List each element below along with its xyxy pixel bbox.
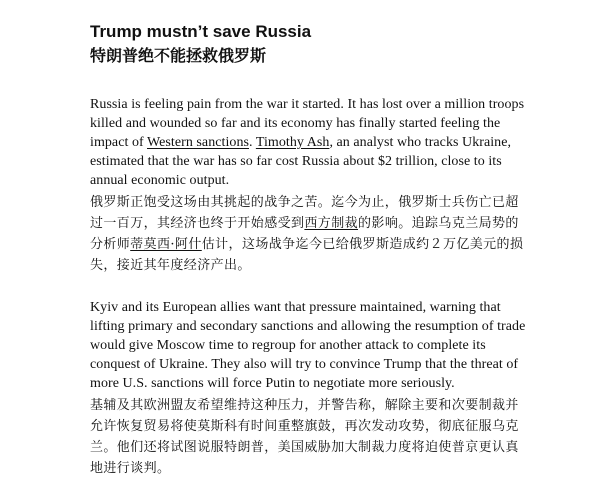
paragraph-2-en: Kyiv and its European allies want that pressure maintained, warning that lifting primary and secondary sanctions and allowing the resumption of trade would give Moscow time to regroup for another attack to complete its conquest of Ukraine. They also will try to convince Trump that the threat of more U.S. sanctions will force Putin to negotiate more seriously.: [90, 300, 526, 391]
western-sanctions-link[interactable]: Western sanctions: [147, 135, 249, 150]
paragraph-1-en-text-1: Russia is feeling pain from the war it started. It has lost over a million troops killed and wounded so far and its economy has finally started feeling the impact of: [90, 97, 525, 150]
western-sanctions-link-zh[interactable]: 西方制裁: [304, 216, 359, 231]
paragraph-1-en-text-3: , an analyst who tracks Ukraine, estimated that the war has so far cost Russia about $2 trillion, close to its annual economic output.: [90, 135, 512, 188]
timothy-ash-link-zh[interactable]: 蒂莫西·阿什: [130, 237, 202, 252]
paragraph-1-zh-text-2: 的影响。追踪乌克兰局势的分析师: [90, 216, 519, 252]
article: [90, 20, 530, 479]
paragraph-1-zh: [90, 192, 530, 276]
timothy-ash-link[interactable]: Timothy Ash: [255, 135, 330, 150]
paragraph-gap: [90, 276, 530, 298]
paragraph-1-en: [90, 95, 530, 190]
article-title-en: Trump mustn’t save Russia: [90, 22, 312, 41]
paragraph-1-zh-text-1: 俄罗斯正饱受这场由其挑起的战争之苦。迄今为止，俄罗斯士兵伤亡已超过一百万，其经济也终于开始感受到: [90, 195, 519, 231]
article-title-zh: 特朗普绝不能拯救俄罗斯: [90, 46, 267, 65]
paragraph-2-zh: 基辅及其欧洲盟友希望维持这种压力，并警告称，解除主要和次要制裁并允许恢复贸易将使莫斯科有时间重整旗鼓，再次发动攻势，彻底征服乌克兰。他们还将试图说服特朗普，美国威胁加大制裁力度将迫使普京更认真地进行谈判。: [90, 398, 519, 476]
paragraph-1-zh-text-3: 估计，这场战争迄今已给俄罗斯造成约２万亿美元的损失，接近其年度经济产出。: [90, 237, 524, 273]
paragraph-1-en-text-2: .: [249, 135, 256, 150]
